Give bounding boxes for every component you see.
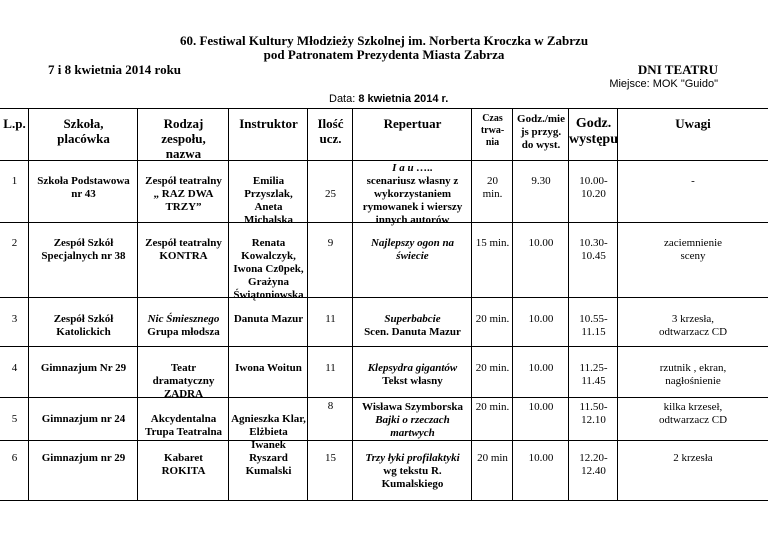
- row-school: Gimnazjum Nr 29: [40, 362, 127, 374]
- row-duration: 20 min.: [475, 362, 510, 374]
- row-group: Kabaret ROKITA: [161, 452, 206, 477]
- col-header-count: Ilość ucz.: [317, 116, 344, 146]
- row-notes: kilka krzeseł, odtwarzacz CD: [658, 401, 728, 426]
- row-prep: 10.00: [528, 362, 554, 374]
- row-school: Zespół Szkół Specjalnych nr 38: [41, 237, 126, 262]
- repertoire-title: Superbabcie: [384, 313, 441, 325]
- row-notes: 2 krzesła: [673, 452, 713, 464]
- row-instructor: Agnieszka Klar, Elżbieta Iwanek: [231, 413, 306, 451]
- row-count: 9: [327, 237, 334, 249]
- col-header-time: Godz. występu: [569, 116, 619, 147]
- col-header-notes: Uwagi: [675, 116, 711, 131]
- patronage-line: pod Patronatem Prezydenta Miasta Zabrza: [263, 47, 505, 62]
- row-time: 10.30- 10.45: [579, 237, 608, 262]
- row-prep: 10.00: [528, 401, 554, 413]
- row-notes: rzutnik , ekran, nagłośnienie: [659, 362, 727, 387]
- row-group: Akcydentalna Trupa Teatralna: [144, 413, 223, 438]
- col-header-instructor: Instruktor: [239, 116, 298, 131]
- row-duration: 20 min.: [482, 175, 503, 200]
- row-prep: 10.00: [528, 452, 554, 464]
- row-prep: 10.00: [528, 313, 554, 325]
- repertoire-author: scenariusz własny z wykorzystaniem rymowanek i wierszy innych autorów: [362, 175, 463, 226]
- row-instructor: Ryszard Kumalski: [245, 452, 292, 477]
- row-lp: 3: [11, 313, 18, 325]
- festival-title: 60. Festiwal Kultury Młodzieży Szkolnej im. Norberta Kroczka w Zabrzu: [179, 33, 589, 48]
- group-name: Nic Śmiesznego: [147, 313, 220, 325]
- repertoire-author: Tekst własny: [382, 375, 443, 387]
- row-notes: -: [691, 175, 695, 187]
- event-name: DNI TEATRU: [637, 62, 718, 77]
- row-lp: 5: [11, 413, 18, 425]
- row-repertoire: Najlepszy ogon na świecie: [370, 237, 455, 262]
- row-lp: 2: [11, 237, 18, 249]
- row-instructor: Emilia Przyszlak, Aneta Michalska: [244, 175, 293, 226]
- row-lp: 6: [11, 452, 18, 464]
- row-group: Zespół teatralny „ RAZ DWA TRZY”: [145, 175, 222, 213]
- row-duration: 20 min.: [475, 401, 510, 413]
- row-notes: zaciemnienie sceny: [663, 237, 723, 262]
- row-school: Gimnazjum nr 24: [41, 413, 126, 425]
- row-school: Gimnazjum nr 29: [41, 452, 126, 464]
- row-duration: 20 min: [477, 452, 508, 464]
- row-duration: 20 min.: [475, 313, 510, 325]
- row-instructor: Danuta Mazur: [233, 313, 304, 325]
- row-count: 11: [325, 313, 336, 325]
- row-repertoire: [353, 313, 472, 339]
- group-subtitle: Grupa młodsza: [147, 326, 220, 338]
- row-prep: 10.00: [528, 237, 554, 249]
- date-value: 8 kwietnia 2014 r.: [358, 93, 449, 105]
- festival-dates: 7 i 8 kwietnia 2014 roku: [48, 62, 182, 77]
- repertoire-title: Bajki o rzeczach martwych: [375, 414, 450, 439]
- row-time: 10.55- 11.15: [579, 313, 608, 338]
- repertoire-title: Trzy łyki profilaktyki: [365, 452, 460, 464]
- row-lp: 4: [11, 362, 18, 374]
- row-notes: 3 krzesła, odtwarzacz CD: [658, 313, 728, 338]
- row-count: 15: [325, 452, 336, 464]
- row-lp: 1: [11, 175, 18, 187]
- row-group: [138, 313, 229, 339]
- row-count: 25: [325, 188, 336, 200]
- col-header-school: Szkoła, placówka: [57, 116, 110, 146]
- date-label: Data:: [329, 93, 359, 105]
- row-repertoire: [353, 452, 472, 491]
- row-repertoire: [353, 362, 472, 388]
- repertoire-author: Scen. Danuta Mazur: [364, 326, 461, 338]
- repertoire-title: Klepsydra gigantów: [367, 362, 458, 374]
- row-repertoire: [353, 401, 472, 440]
- row-school: Zespół Szkół Katolickich: [53, 313, 114, 338]
- row-school: Szkoła Podstawowa nr 43: [37, 175, 130, 200]
- row-time: 11.25- 11.45: [579, 362, 608, 387]
- repertoire-title: I a u …..: [392, 162, 433, 174]
- row-time: 11.50- 12.10: [579, 401, 608, 426]
- col-header-repertoire: Repertuar: [383, 116, 442, 131]
- row-prep: 9.30: [531, 175, 551, 187]
- row-count: 8: [327, 400, 334, 412]
- col-header-duration: Czas trwa- nia: [480, 113, 505, 148]
- venue: Miejsce: MOK "Guido": [609, 78, 718, 90]
- row-duration: 15 min.: [475, 237, 510, 249]
- col-header-group: Rodzaj zespołu, nazwa: [161, 116, 206, 161]
- row-repertoire: [353, 162, 472, 227]
- row-count: 11: [325, 362, 336, 374]
- repertoire-author: Wisława Szymborska: [362, 401, 463, 413]
- row-instructor: Iwona Woitun: [235, 362, 302, 374]
- row-time: 10.00- 10.20: [579, 175, 608, 200]
- col-header-lp: L.p.: [3, 116, 26, 131]
- row-instructor: Renata Kowalczyk, Iwona Cz0pek, Grażyna Świątoniowska: [233, 237, 304, 301]
- repertoire-author: wg tekstu R. Kumalskiego: [381, 465, 444, 490]
- row-group: Teatr dramatyczny ZADRA: [152, 362, 215, 400]
- row-group: Zespół teatralny KONTRA: [145, 237, 222, 262]
- row-time: 12.20- 12.40: [579, 452, 608, 477]
- col-header-prep: Godz./mie js przyg. do wyst.: [517, 113, 565, 151]
